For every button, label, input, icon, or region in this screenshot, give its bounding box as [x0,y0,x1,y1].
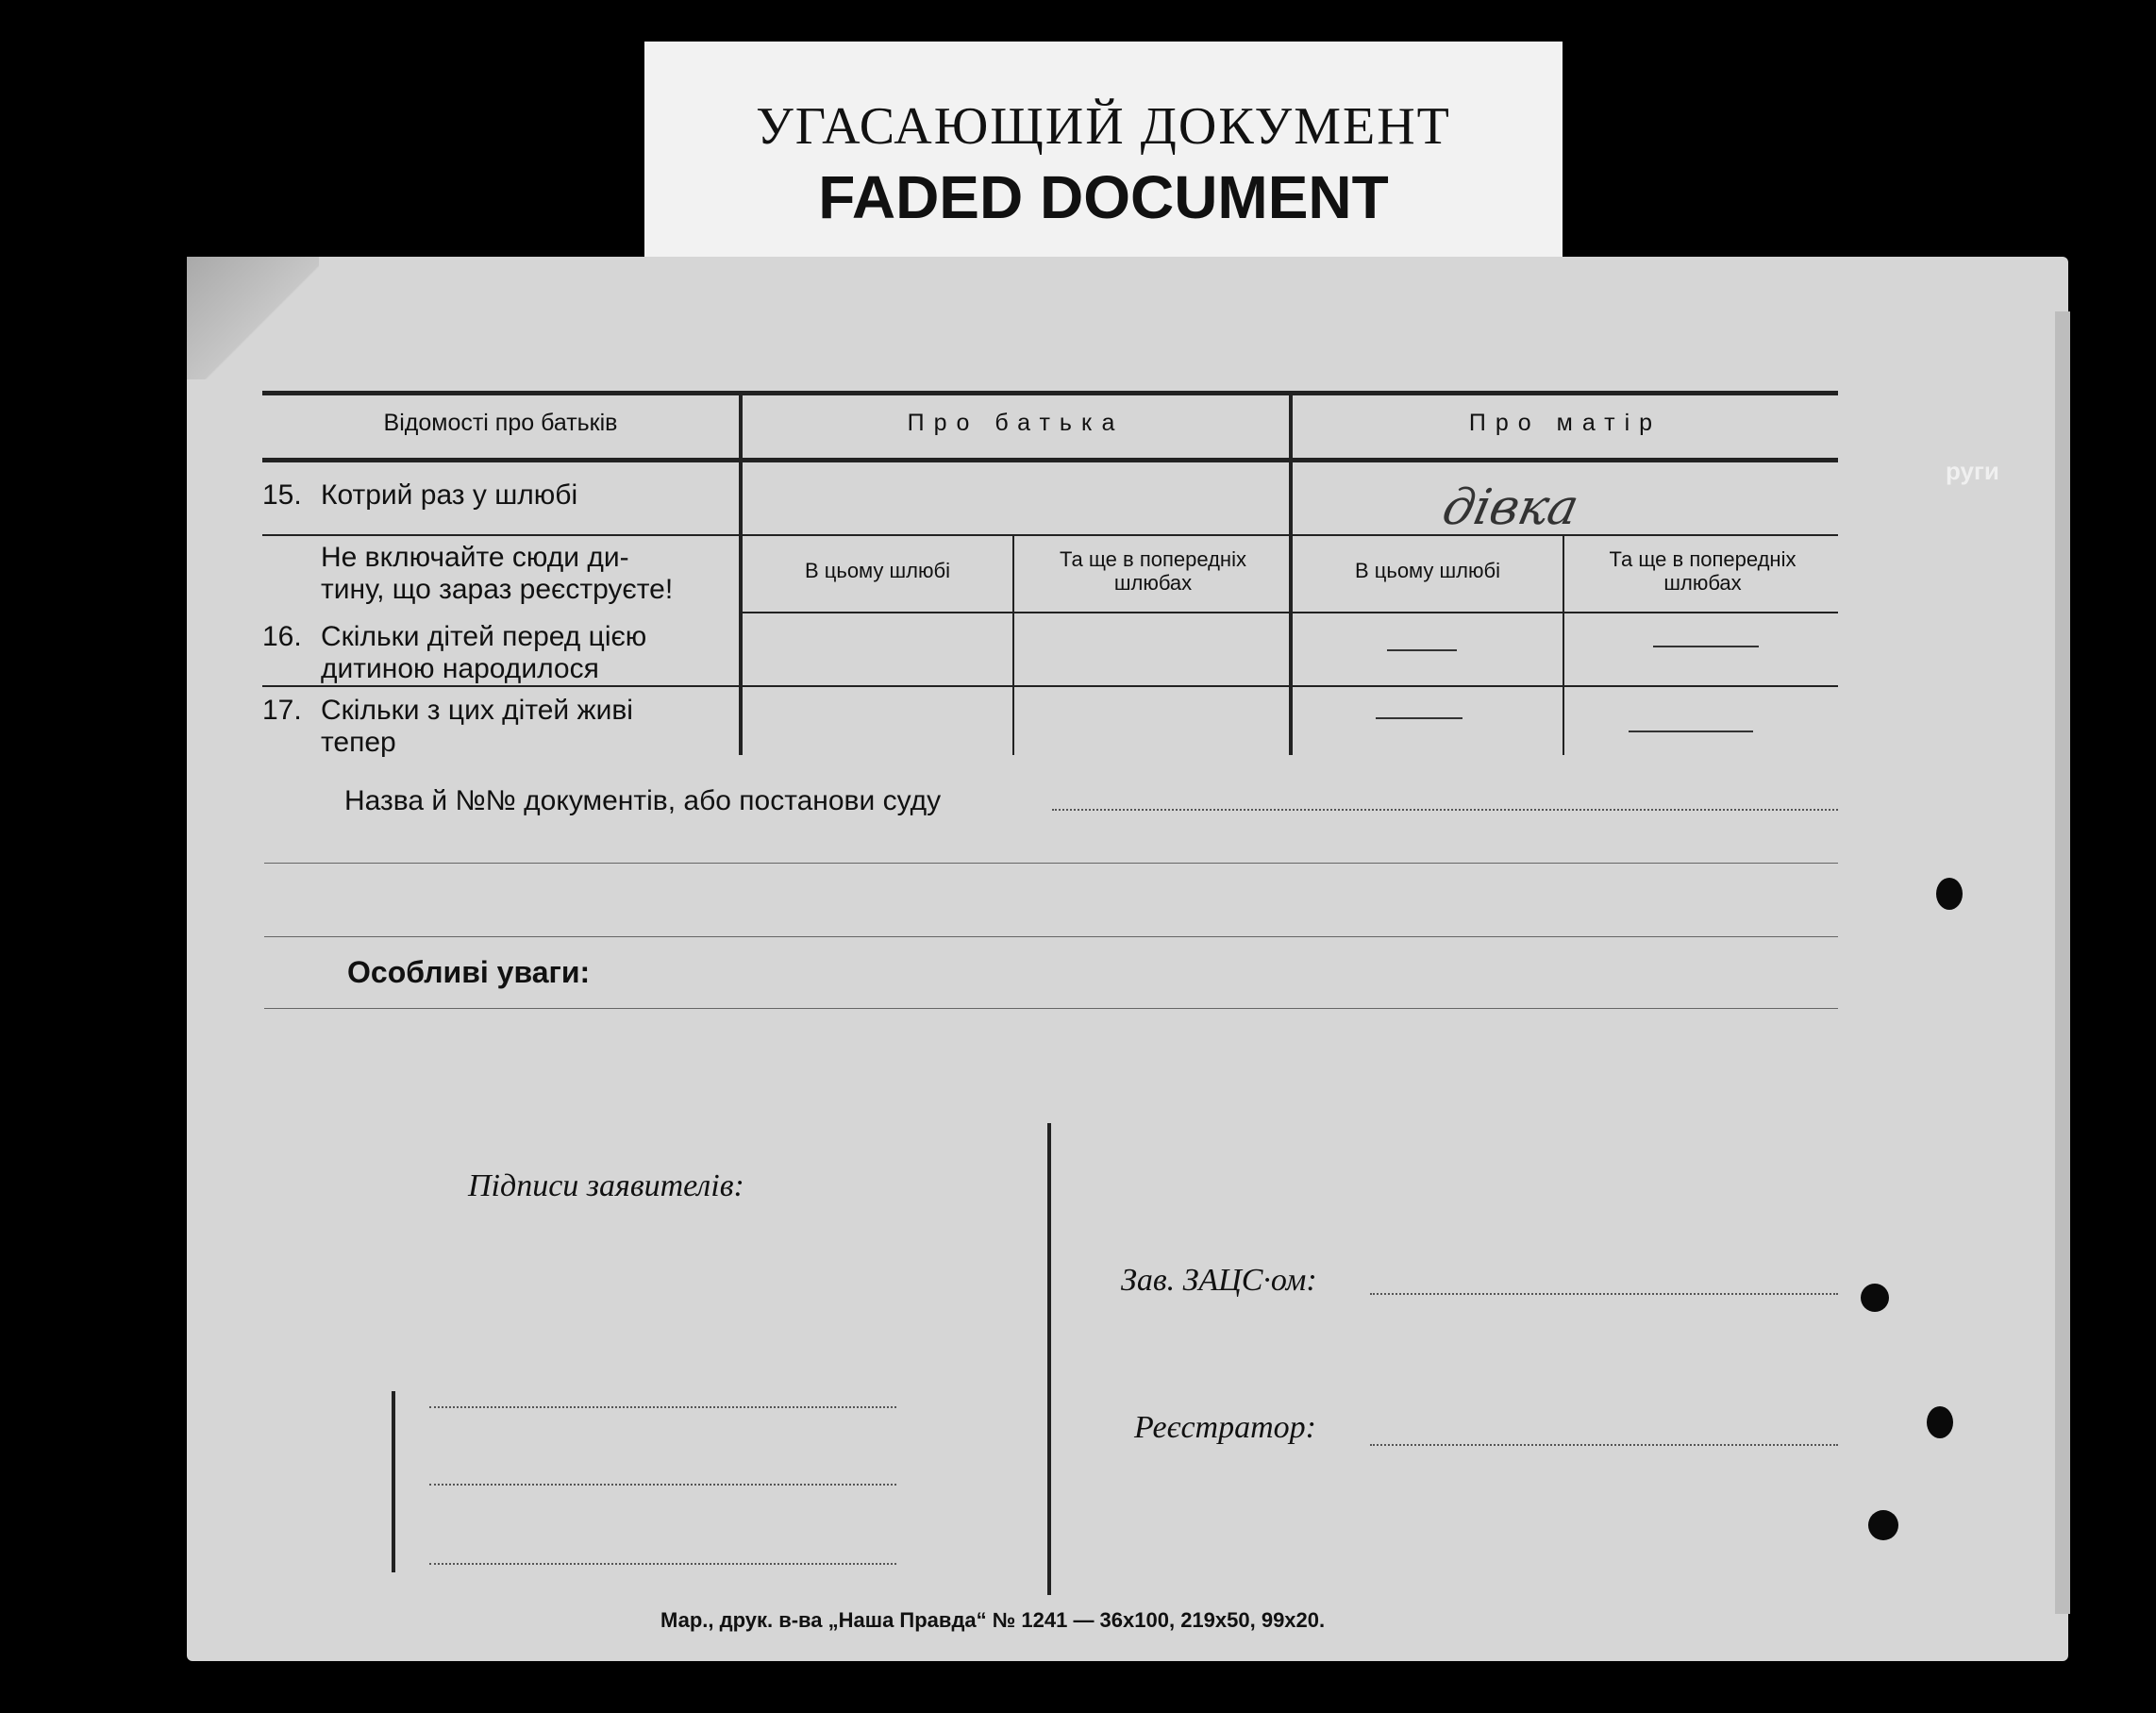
header-parents-info: Відомості про батьків [383,410,618,436]
handwritten-dash-r17-mother-this [1376,717,1462,719]
row-17-number: 17. [262,695,302,726]
punch-hole [1861,1284,1889,1312]
row-16-rule [262,685,1838,687]
special-notes-label: Особливі уваги: [347,955,591,989]
father-previous-line-1: Та ще в попередніх [1060,547,1246,571]
signature-divider [1047,1123,1051,1595]
handwritten-dash-r16-mother-prev [1653,646,1759,647]
mother-previous-line-1: Та ще в попередніх [1609,547,1797,571]
documents-dotted-line [1052,809,1838,811]
sheet-edge [2055,311,2070,1614]
applicants-signatures-label: Підписи заявителів: [468,1168,744,1203]
father-previous-marriages-header [1017,547,1289,595]
header-about-father: Про батька [907,410,1125,436]
faded-document-label-card [644,42,1563,275]
adjacent-sheet-fragment: руги [1946,457,1999,485]
punch-hole [1927,1406,1953,1438]
row-17-line-2: тепер [321,727,396,758]
handwritten-dash-r16-mother-this [1387,649,1457,651]
punch-hole [1936,878,1963,910]
row-16-line-2: дитиною народилося [321,653,599,684]
documents-rule-2 [264,936,1838,937]
applicant-signature-line-1 [429,1406,896,1408]
table-top-rule [262,391,1838,395]
handwritten-mother-marital-status: дівка [1437,479,1584,536]
row-17-line-1: Скільки з цих дітей живі [321,695,633,726]
punch-hole [1868,1510,1898,1540]
applicant-bracket [392,1391,395,1572]
row-16-number: 16. [262,621,302,652]
applicant-signature-line-3 [429,1563,896,1565]
mother-previous-marriages-header [1567,547,1838,595]
zags-head-label: Зав. ЗАЦС·ом: [1121,1263,1317,1298]
special-notes-rule [264,1008,1838,1009]
header-about-mother: Про матір [1468,410,1663,436]
table-header-rule [262,458,1838,462]
documents-rule-1 [264,863,1838,864]
printer-imprint: Мар., друк. в-ва „Наша Правда“ № 1241 — 36x100, 219x50, 99x20. [660,1608,1326,1632]
documents-label: Назва й №№ документів, або постанови суду [344,785,942,816]
registrar-signature-line [1370,1444,1838,1446]
row-15-number: 15. [262,479,302,511]
mother-this-marriage-header: В цьому шлюбі [1354,559,1501,582]
father-previous-line-2: шлюбах [1113,571,1193,595]
row-15-rule [262,534,1838,536]
zags-head-signature-line [1370,1293,1838,1295]
row-15-label: Котрий раз у шлюбі [321,479,578,511]
folded-corner [187,257,319,379]
row-16-line-1: Скільки дітей перед цією [321,621,647,652]
mother-previous-line-2: шлюбах [1663,571,1742,595]
registrar-label: Реєстратор: [1134,1410,1316,1445]
note-line-1: Не включайте сюди ди- [321,542,629,573]
note-line-2: тину, що зараз реєструєте! [321,574,674,605]
handwritten-dash-r17-mother-prev [1629,731,1753,732]
father-this-marriage-header: В цьому шлюбі [804,559,951,582]
label-english: FADED DOCUMENT [818,163,1389,231]
applicant-signature-line-2 [429,1484,896,1486]
label-russian: УГАСАЮЩИЙ ДОКУМЕНТ [756,97,1451,156]
